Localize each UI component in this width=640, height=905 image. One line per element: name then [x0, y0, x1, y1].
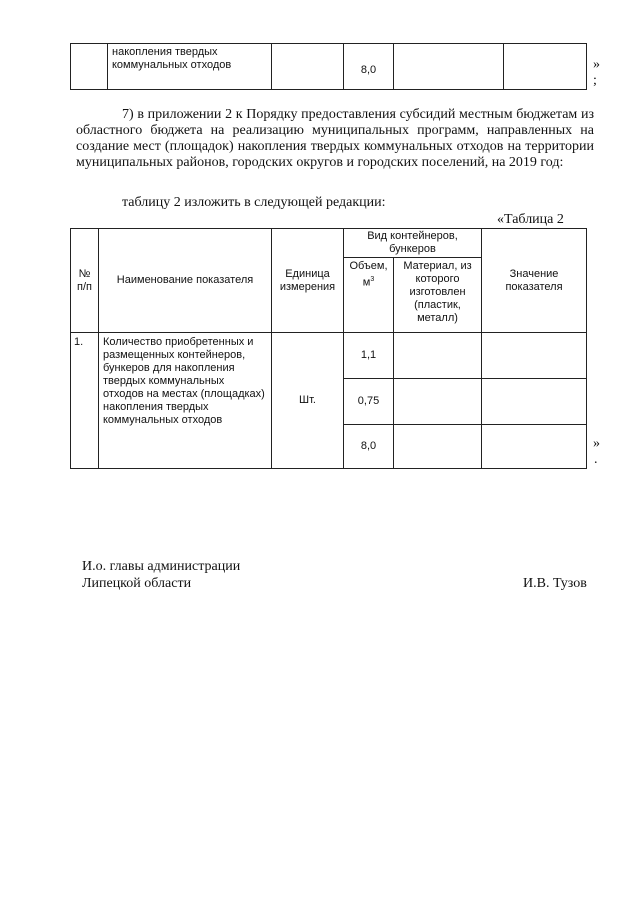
header-container-type	[344, 229, 482, 258]
row1-material-1	[394, 333, 482, 379]
signatory-name: И.В. Тузов	[523, 576, 587, 591]
row1-num-text: 1.	[74, 336, 84, 348]
top-num-cell	[71, 44, 108, 90]
header-num	[71, 229, 99, 333]
top-close-quote: »	[593, 57, 600, 72]
paragraph-7: 7) в приложении 2 к Порядку предоставления субсидий местным бюджетам из областного бюджета на реализацию муниципальных программ, направленных на создание мест (площадок) накопления твердых коммунальных отходов на территории муниципальных районов, городских округов и городских поселений, на 2019 год:	[76, 107, 594, 170]
table2-caption: «Таблица 2	[497, 212, 564, 227]
row1-material-2	[394, 379, 482, 425]
top-semicolon: ;	[593, 73, 597, 88]
top-table-fragment	[70, 43, 587, 90]
top-material-cell	[394, 44, 504, 90]
row1-indicator	[99, 333, 272, 469]
table2-close-quote: »	[593, 436, 600, 451]
header-material	[394, 258, 482, 333]
table2-period: .	[594, 452, 598, 467]
row1-volume-1-text: 1,1	[360, 349, 377, 361]
row1-value-2	[482, 379, 587, 425]
header-material-text: Материал, из которого изготовлен (пластик, металл)	[403, 260, 472, 324]
table-2	[70, 228, 587, 469]
header-num-text: № п/п	[77, 267, 92, 293]
header-volume	[344, 258, 394, 333]
row1-volume-2-text: 0,75	[357, 395, 380, 407]
signatory-title-line2: Липецкой области	[82, 576, 192, 591]
instruction-line: таблицу 2 изложить в следующей редакции:	[122, 195, 386, 210]
header-indicator	[99, 229, 272, 333]
top-indicator-cell	[108, 44, 272, 90]
row1-num	[71, 333, 99, 469]
top-volume-value: 8,0	[360, 64, 377, 76]
header-indicator-text: Наименование показателя	[116, 274, 254, 286]
header-container-type-text: Вид контейнеров, бункеров	[367, 230, 458, 255]
top-unit-cell	[272, 44, 344, 90]
row1-volume-1	[344, 333, 394, 379]
header-unit	[272, 229, 344, 333]
signatory-title-line1: И.о. главы администрации	[82, 559, 241, 574]
header-volume-sup: 3	[370, 276, 375, 283]
row1-unit	[272, 333, 344, 469]
row1-value-1	[482, 333, 587, 379]
row1-volume-3	[344, 425, 394, 469]
row1-volume-3-text: 8,0	[360, 440, 377, 452]
row1-unit-text: Шт.	[299, 394, 316, 406]
top-value-cell	[504, 44, 587, 90]
row1-material-3	[394, 425, 482, 469]
header-value	[482, 229, 587, 333]
header-unit-text: Единица измерения	[279, 267, 336, 293]
header-value-text: Значение показателя	[505, 267, 563, 293]
row1-value-3	[482, 425, 587, 469]
row1-indicator-text: Количество приобретенных и размещенных контейнеров, бункеров для накопления твердых коммунальных отходов на местах (площадках) накопления твердых коммунальных отходов	[103, 336, 265, 426]
top-volume-cell	[344, 44, 394, 90]
header-volume-text: Объем, м	[349, 260, 388, 289]
row1-volume-2	[344, 379, 394, 425]
top-indicator-line2: коммунальных отходов	[112, 59, 232, 71]
top-indicator-line1: накопления твердых	[112, 46, 218, 58]
